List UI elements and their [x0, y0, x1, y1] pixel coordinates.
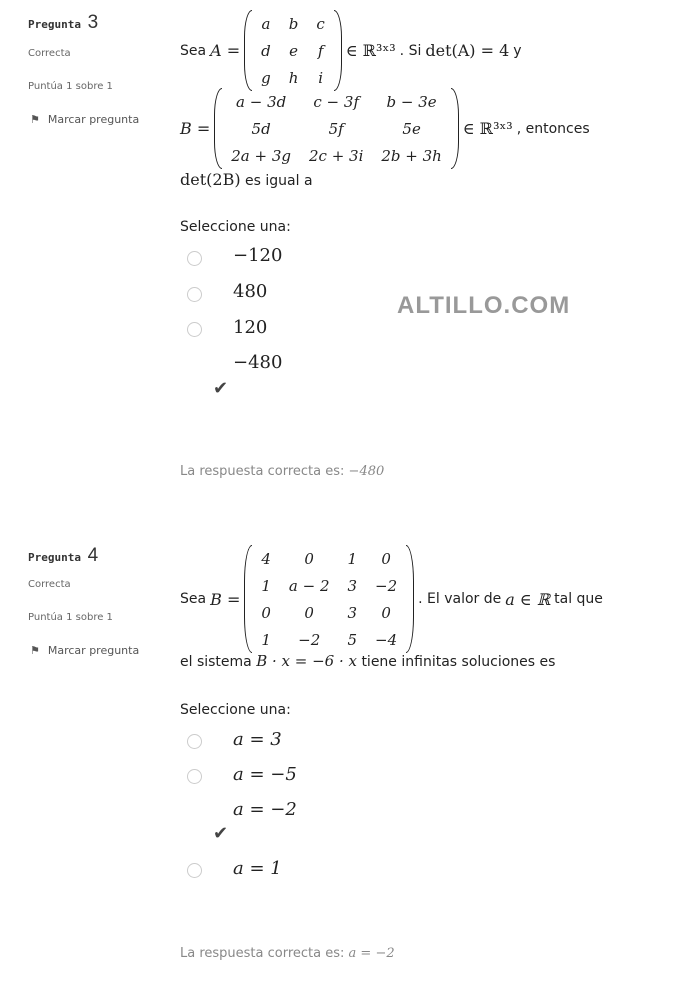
- matrix-cell: i: [318, 68, 324, 87]
- answer-value: a = −2: [348, 946, 395, 961]
- text: . El valor de: [418, 591, 502, 607]
- select-prompt: Seleccione una:: [180, 702, 291, 718]
- matrix-cell: 4: [261, 549, 271, 568]
- option-label[interactable]: a = 1: [233, 858, 282, 879]
- option-label[interactable]: 120: [233, 317, 268, 338]
- math: B =: [210, 589, 241, 609]
- radio-option[interactable]: [187, 287, 202, 302]
- matrix-row: [252, 545, 406, 572]
- text: tiene infinitas soluciones es: [361, 654, 556, 670]
- matrix-row: [222, 142, 451, 169]
- matrix-cell: f: [317, 41, 324, 60]
- question-status: Correcta: [28, 48, 71, 59]
- radio-option[interactable]: [187, 251, 202, 266]
- question-number: 4: [87, 545, 99, 566]
- matrix-table: [252, 10, 334, 91]
- flag-question-button[interactable]: [30, 113, 139, 126]
- answer-value: −480: [348, 464, 385, 479]
- text: y: [513, 42, 522, 59]
- matrix-b: [214, 88, 459, 169]
- flag-icon: ⚑: [30, 644, 40, 657]
- text: , entonces: [516, 120, 590, 137]
- math: A =: [210, 41, 241, 60]
- text: . Si: [399, 42, 422, 59]
- matrix-cell: 0: [304, 603, 314, 622]
- matrix-cell: 1: [347, 549, 358, 568]
- math: ∈ ℝ³ˣ³: [462, 119, 513, 138]
- flag-label: Marcar pregunta: [47, 644, 140, 657]
- text: Sea: [180, 42, 207, 59]
- matrix-table: [252, 545, 406, 653]
- answer-label: La respuesta correcta es:: [180, 946, 345, 961]
- matrix-cell: 2b + 3h: [381, 146, 442, 165]
- matrix-cell: b − 3e: [386, 92, 437, 111]
- right-paren: [334, 10, 342, 91]
- flag-icon: ⚑: [30, 113, 40, 126]
- question-text-line2: [180, 88, 590, 169]
- left-paren: [214, 88, 222, 169]
- question-score: Puntúa 1 sobre 1: [28, 612, 113, 623]
- check-icon: ✔: [213, 823, 229, 844]
- right-paren: [406, 545, 414, 653]
- matrix-cell: 2c + 3i: [309, 146, 364, 165]
- question-header: [28, 545, 98, 567]
- option-label[interactable]: a = 3: [233, 729, 282, 750]
- matrix-b: [244, 545, 414, 653]
- option-label-selected[interactable]: a = −2: [233, 799, 297, 820]
- matrix-cell: a: [261, 14, 271, 33]
- correct-answer: [180, 946, 395, 961]
- math: det(A) = 4: [425, 41, 510, 60]
- flag-label: Marcar pregunta: [47, 113, 140, 126]
- matrix-cell: 0: [261, 603, 271, 622]
- select-prompt: Seleccione una:: [180, 219, 291, 235]
- matrix-cell: 0: [304, 549, 314, 568]
- matrix-cell: g: [261, 68, 271, 87]
- matrix-cell: −2: [298, 630, 321, 649]
- question-label: Pregunta: [28, 18, 81, 31]
- correct-answer: [180, 464, 384, 479]
- left-paren: [244, 545, 252, 653]
- matrix-cell: 1: [261, 576, 271, 595]
- matrix-cell: c: [316, 14, 325, 33]
- matrix-a: [244, 10, 342, 91]
- matrix-row: [252, 599, 406, 626]
- math: B =: [180, 119, 211, 138]
- watermark: ALTILLO.COM: [397, 292, 571, 319]
- question-text-line3: [180, 170, 313, 189]
- radio-option[interactable]: [187, 734, 202, 749]
- text: el sistema: [180, 654, 252, 670]
- question-text-line1: [180, 10, 522, 91]
- matrix-cell: 0: [381, 603, 391, 622]
- matrix-cell: c − 3f: [313, 92, 359, 111]
- right-paren: [451, 88, 459, 169]
- matrix-cell: 3: [347, 603, 358, 622]
- question-text-line2: [180, 652, 555, 670]
- math: ∈ ℝ³ˣ³: [345, 41, 396, 60]
- matrix-cell: d: [261, 41, 271, 60]
- matrix-row: [222, 115, 451, 142]
- matrix-cell: −2: [375, 576, 398, 595]
- flag-question-button[interactable]: [30, 644, 139, 657]
- matrix-cell: −4: [375, 630, 398, 649]
- matrix-cell: 1: [261, 630, 271, 649]
- text: es igual a: [245, 173, 313, 189]
- matrix-row: [252, 64, 334, 91]
- radio-option[interactable]: [187, 863, 202, 878]
- question-status: Correcta: [28, 579, 71, 590]
- check-icon: ✔: [213, 378, 229, 399]
- matrix-row: [252, 626, 406, 653]
- question-number: 3: [87, 12, 99, 33]
- left-paren: [244, 10, 252, 91]
- matrix-cell: 5f: [328, 119, 344, 138]
- matrix-cell: 2a + 3g: [231, 146, 291, 165]
- radio-option[interactable]: [187, 322, 202, 337]
- matrix-cell: a − 2: [288, 576, 330, 595]
- text: tal que: [554, 591, 603, 607]
- answer-label: La respuesta correcta es:: [180, 464, 345, 479]
- matrix-row: [222, 88, 451, 115]
- text: Sea: [180, 591, 207, 607]
- matrix-row: [252, 572, 406, 599]
- matrix-cell: h: [288, 68, 299, 87]
- option-label-selected[interactable]: −480: [233, 352, 283, 373]
- math: det(2B): [180, 170, 241, 189]
- matrix-cell: 5e: [402, 119, 421, 138]
- question-header: [28, 12, 98, 34]
- question-score: Puntúa 1 sobre 1: [28, 81, 113, 92]
- math: a ∈ ℝ: [505, 589, 551, 609]
- matrix-cell: 0: [381, 549, 391, 568]
- matrix-cell: 5d: [251, 119, 271, 138]
- option-label[interactable]: −120: [233, 245, 283, 266]
- math: B · x = −6 · x: [256, 652, 357, 670]
- matrix-cell: 5: [347, 630, 358, 649]
- matrix-cell: a − 3d: [236, 92, 287, 111]
- matrix-row: [252, 37, 334, 64]
- matrix-table: [222, 88, 451, 169]
- option-label[interactable]: 480: [233, 281, 268, 302]
- option-label[interactable]: a = −5: [233, 764, 297, 785]
- question-text-line1: [180, 545, 603, 653]
- matrix-cell: e: [289, 41, 299, 60]
- radio-option[interactable]: [187, 769, 202, 784]
- matrix-row: [252, 10, 334, 37]
- matrix-cell: 3: [347, 576, 358, 595]
- question-label: Pregunta: [28, 551, 81, 564]
- matrix-cell: b: [288, 14, 299, 33]
